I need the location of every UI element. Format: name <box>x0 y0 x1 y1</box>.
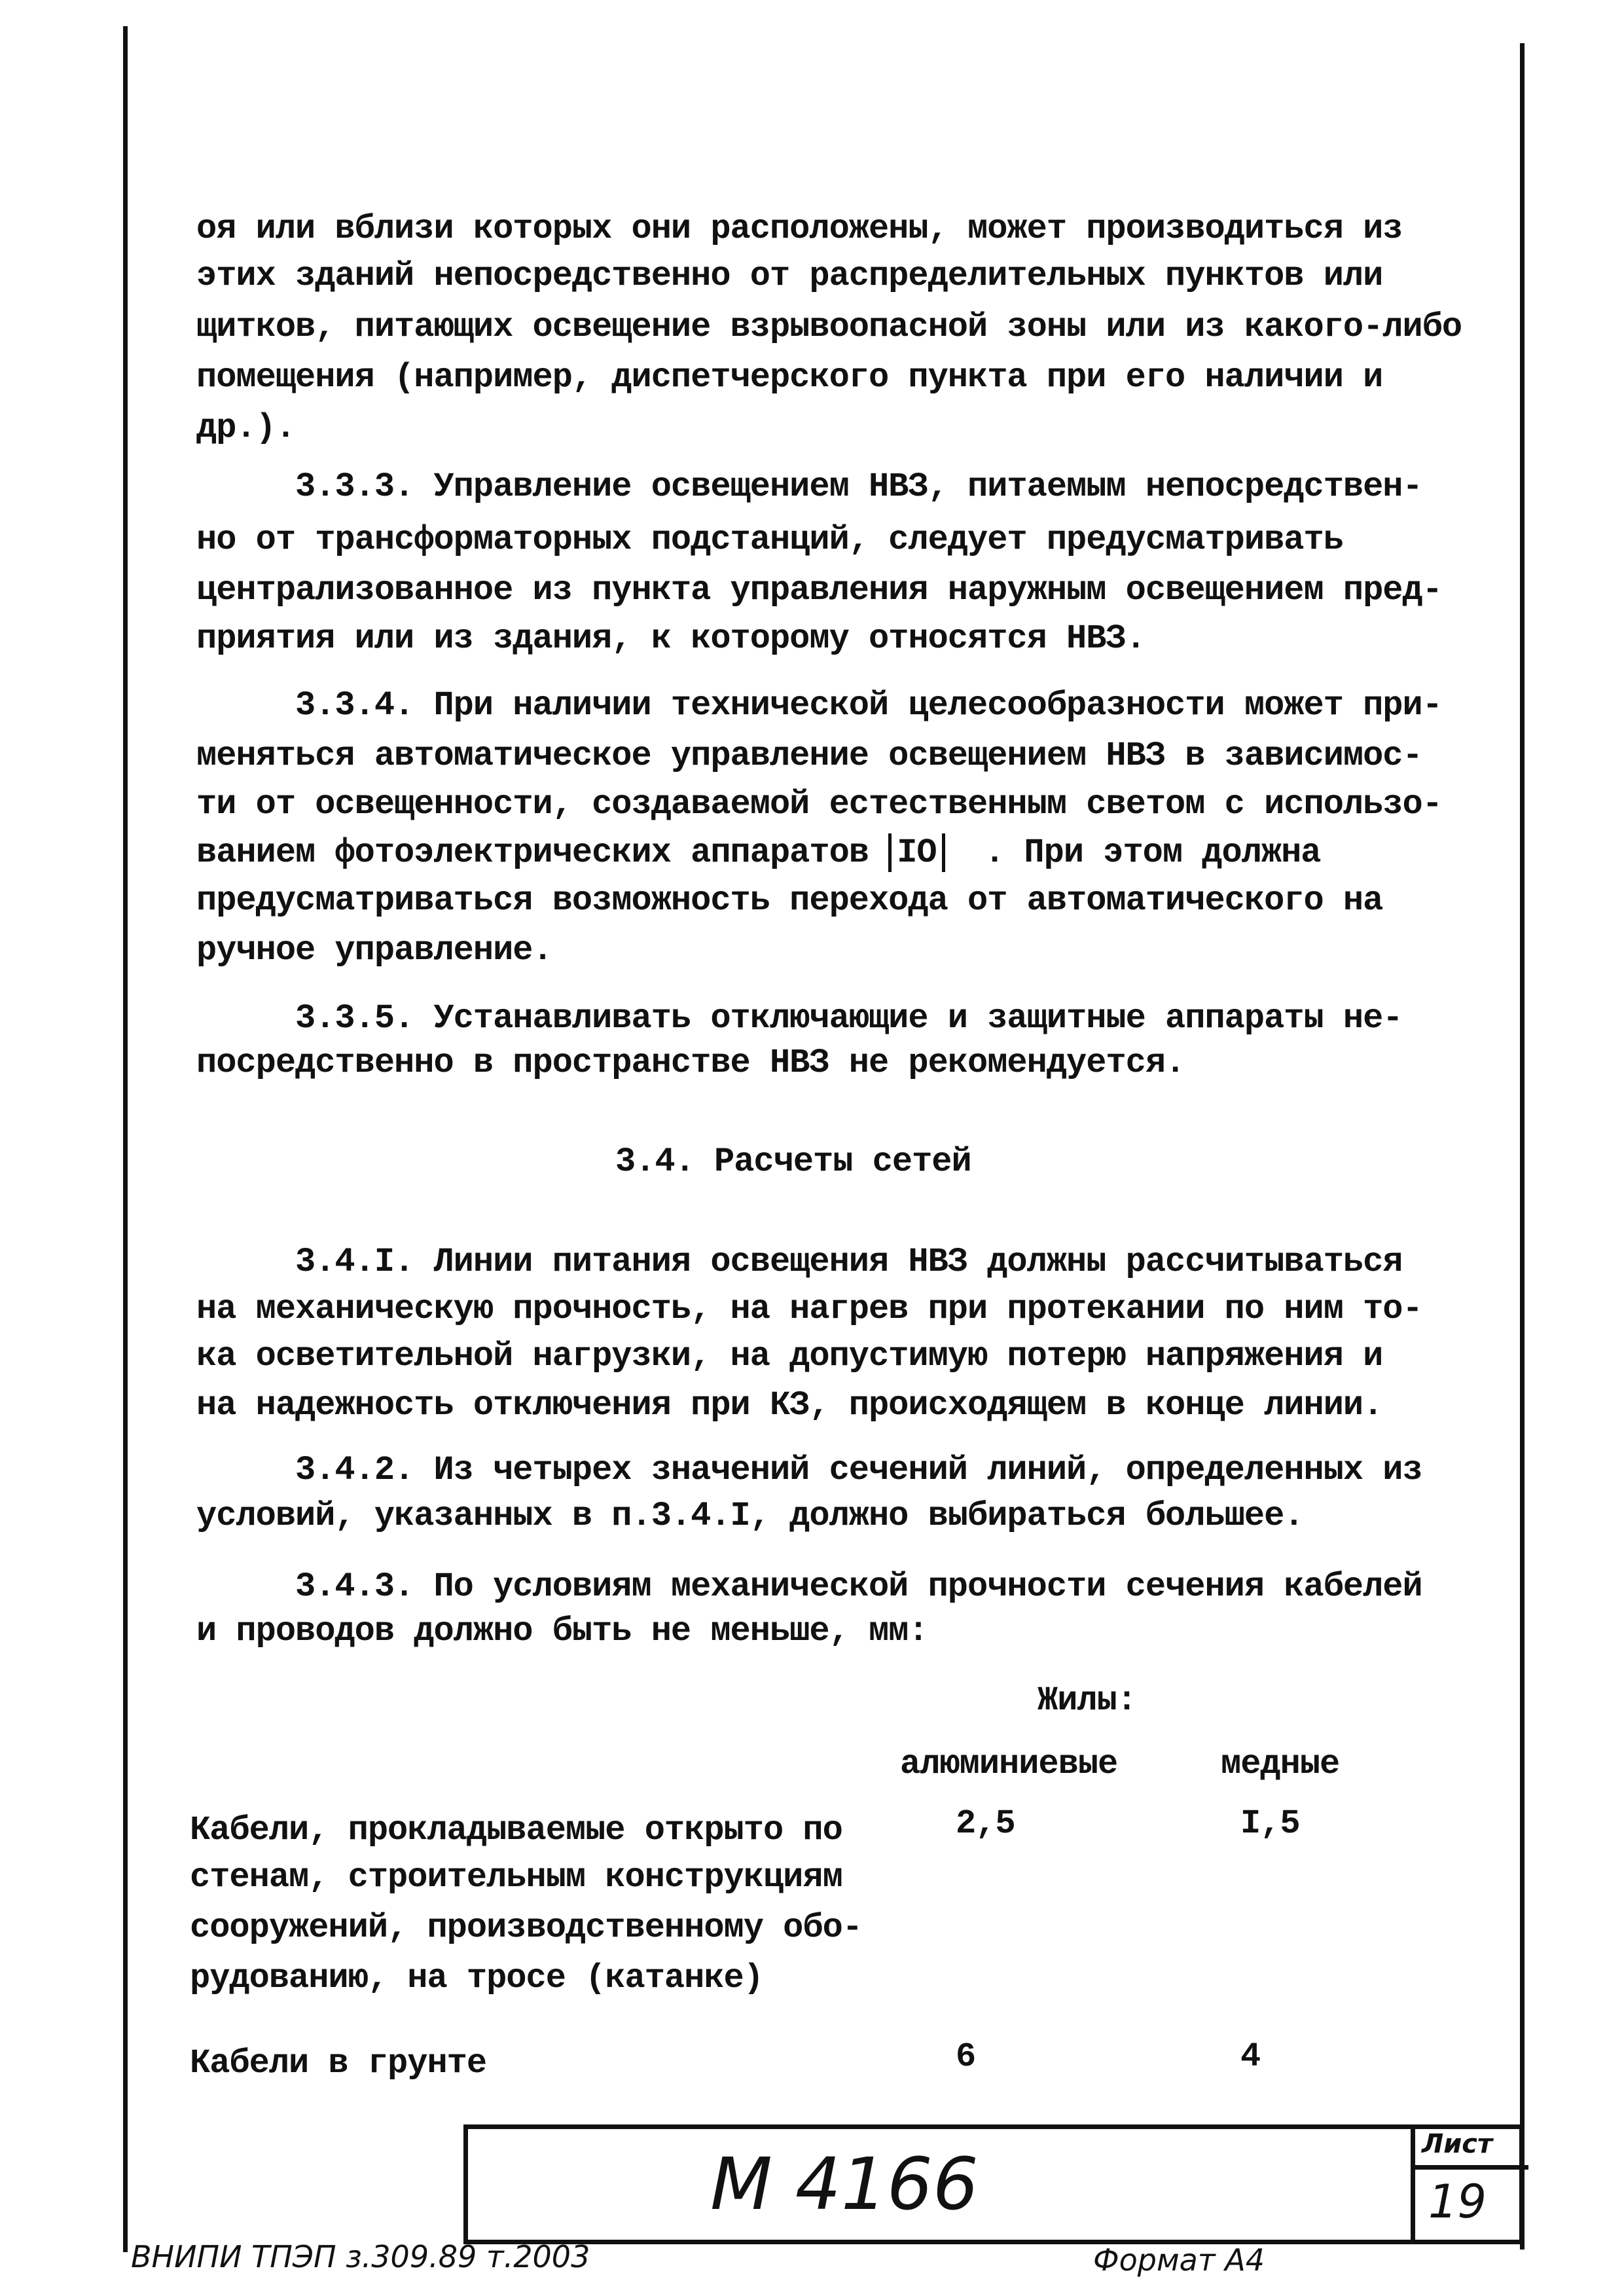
text-line: централизованное из пункта управления наружным освещением пред- <box>196 571 1442 610</box>
left-frame-line <box>123 26 128 2252</box>
table-group-header: Жилы: <box>1038 1681 1137 1720</box>
table-row-label: Кабели, прокладываемые открыто по <box>190 1811 842 1850</box>
text-line: 3.4.I. Линии питания освещения НВЗ должны рассчитываться <box>196 1243 1403 1281</box>
text-line: приятия или из здания, к которому относятся НВЗ. <box>196 619 1146 658</box>
text-line: щитков, питающих освещение взрывоопасной зоны или из какого-либо <box>196 308 1462 346</box>
text-line: ти от освещенности, создаваемой естественным светом с использо- <box>196 785 1442 824</box>
table-cell-value: I,5 <box>1240 1804 1300 1843</box>
sheet-label: Лист <box>1422 2129 1493 2159</box>
table-row-label: Кабели в грунте <box>190 2044 487 2083</box>
table-row-label: стенам, строительным конструкциям <box>190 1858 842 1897</box>
text-line: ванием фотоэлектрических аппаратов IO . При этом должна <box>196 833 1321 872</box>
text-line: меняться автоматическое управление освещением НВЗ в зависимос- <box>196 737 1422 775</box>
text-line: помещения (например, диспетчерского пункта при его наличии и <box>196 358 1383 397</box>
sheet-cell <box>1411 2129 1528 2240</box>
text-line: 3.3.5. Устанавливать отключающие и защитные аппараты не- <box>196 999 1403 1038</box>
text-line: но от трансформаторных подстанций, следует предусматривать <box>196 520 1343 559</box>
section-heading: 3.4. Расчеты сетей <box>615 1142 971 1181</box>
text-line: 3.3.3. Управление освещением НВЗ, питаемым непосредствен- <box>196 467 1422 506</box>
title-block <box>463 2124 1524 2244</box>
column-header-aluminium: алюминиевые <box>900 1745 1118 1783</box>
sheet-number: 19 <box>1428 2175 1487 2229</box>
table-cell-value: 2,5 <box>956 1804 1015 1843</box>
table-cell-value: 6 <box>956 2037 976 2076</box>
footer-stamp: ВНИПИ ТПЭП з.309.89 т.2003 <box>131 2239 590 2274</box>
text-line: 3.3.4. При наличии технической целесообразности может при- <box>196 686 1442 725</box>
text-line: на механическую прочность, на нагрев при протекании по ним то- <box>196 1290 1422 1328</box>
text-line: др.). <box>196 409 296 447</box>
text-line: условий, указанных в п.3.4.I, должно выбираться большее. <box>196 1497 1304 1535</box>
reference-number: IO <box>888 833 945 872</box>
footer-format: Формат А4 <box>1093 2242 1265 2278</box>
text-line: на надежность отключения при КЗ, происходящем в конце линии. <box>196 1386 1383 1425</box>
text-line: посредственно в пространстве НВЗ не рекомендуется. <box>196 1044 1185 1082</box>
text-line-tail: . При этом должна <box>945 833 1321 872</box>
document-code: М 4166 <box>710 2142 979 2226</box>
text-line: этих зданий непосредственно от распределительных пунктов или <box>196 257 1383 295</box>
table-cell-value: 4 <box>1240 2037 1261 2076</box>
column-header-copper: медные <box>1221 1745 1340 1783</box>
table-row-label: рудованию, на тросе (катанке) <box>190 1959 763 1997</box>
text-line: оя или вблизи которых они расположены, может производиться из <box>196 210 1403 248</box>
text-line: ручное управление. <box>196 931 552 970</box>
right-frame-line <box>1520 43 1525 2250</box>
table-row-label: сооружений, производственному обо- <box>190 1908 862 1947</box>
text-line: предусматриваться возможность перехода от автоматического на <box>196 881 1383 920</box>
text-line: и проводов должно быть не меньше, мм: <box>196 1612 928 1650</box>
text-line: 3.4.3. По условиям механической прочности сечения кабелей <box>196 1567 1422 1606</box>
text-line: 3.4.2. Из четырех значений сечений линий, определенных из <box>196 1451 1422 1489</box>
text-line: ка осветительной нагрузки, на допустимую потерю напряжения и <box>196 1337 1383 1376</box>
